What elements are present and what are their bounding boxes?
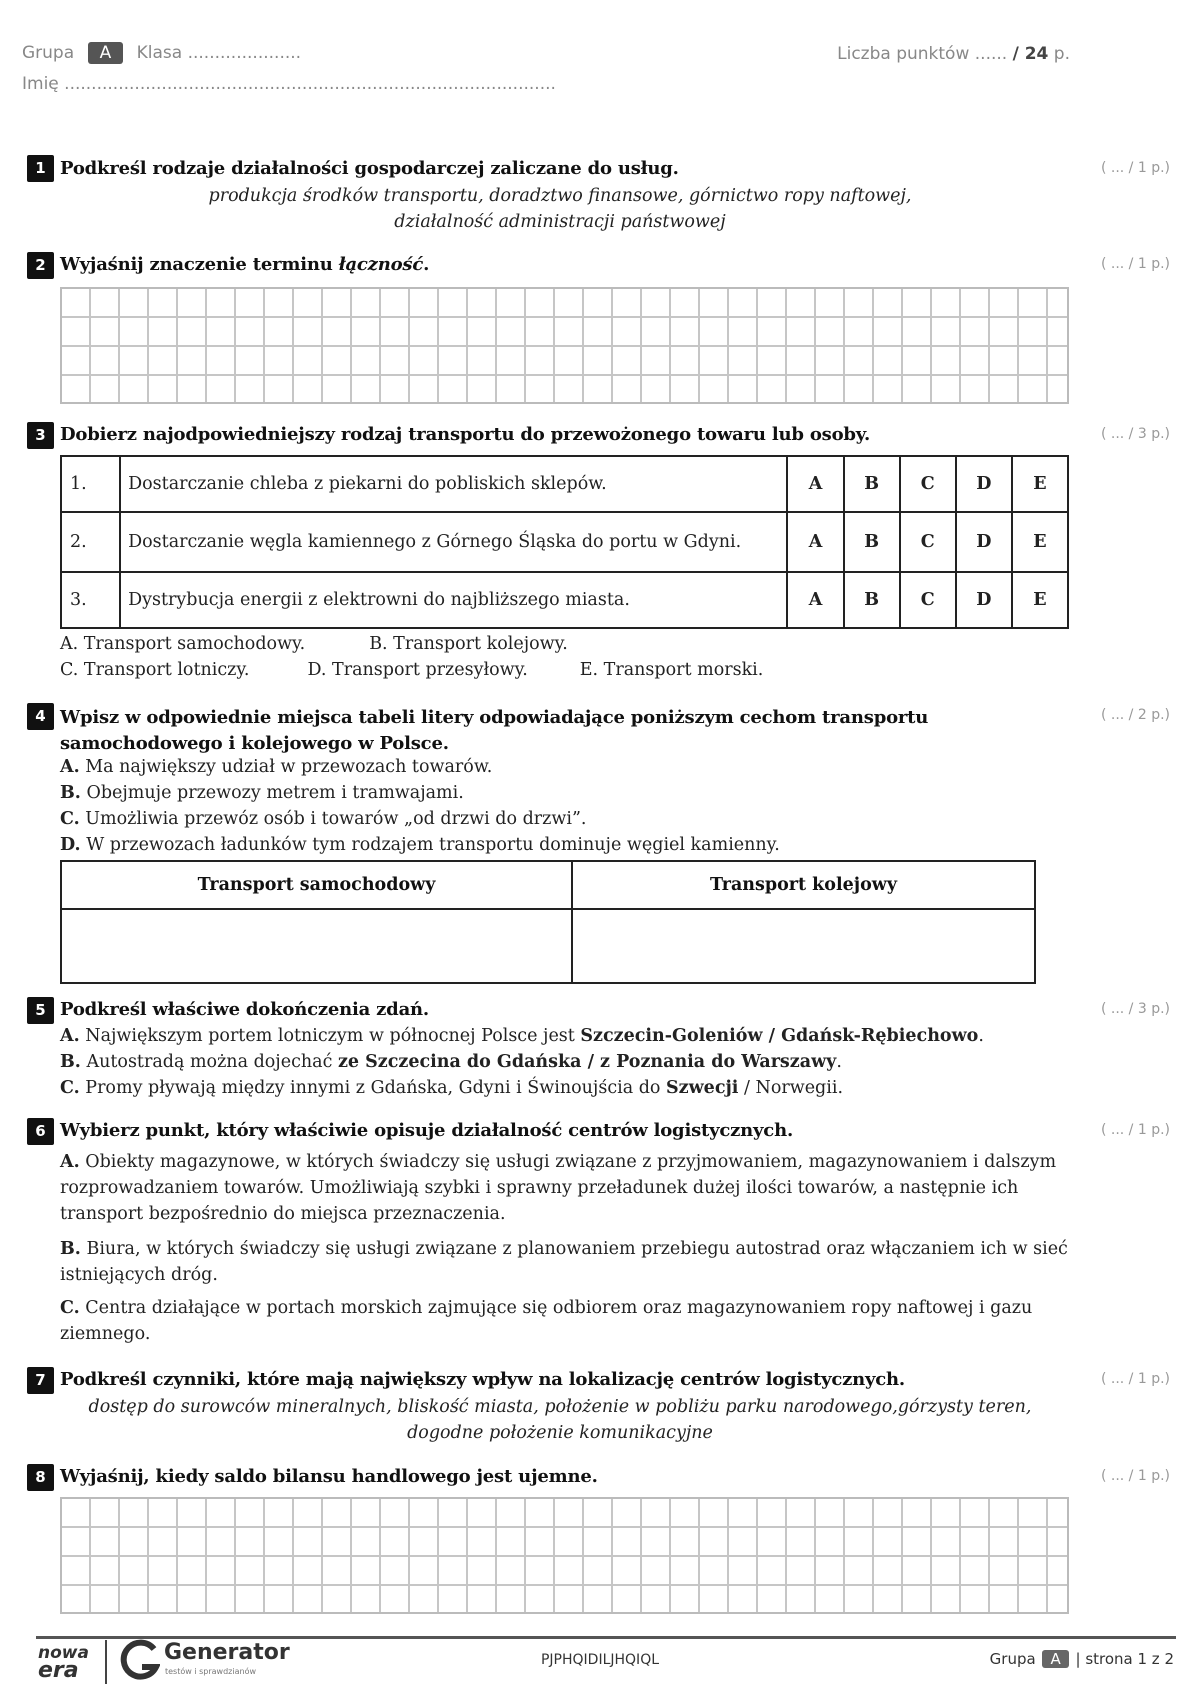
header-group bbox=[22, 42, 301, 64]
options bbox=[60, 183, 1060, 235]
footer-group-badge: A bbox=[1042, 1650, 1068, 1668]
column-header: Transport samochodowy bbox=[61, 861, 572, 909]
options-line[interactable]: działalność administracji państwowej bbox=[394, 212, 726, 232]
answer-cell[interactable] bbox=[572, 909, 1035, 983]
question-number: 7 bbox=[27, 1367, 54, 1394]
question-number: 3 bbox=[27, 422, 54, 449]
question-title: Podkreśl rodzaje działalności gospodarczej zaliczane do usług. bbox=[60, 158, 679, 179]
options-line[interactable]: dostęp do surowców mineralnych, bliskość miasta, położenie w pobliżu parku narodowego,górzysty teren, bbox=[88, 1397, 1032, 1417]
title-suffix: . bbox=[423, 254, 430, 275]
legend-c: C. Transport lotniczy. bbox=[60, 660, 250, 680]
question-points: ( ... / 1 p.) bbox=[1100, 256, 1170, 272]
question-number: 1 bbox=[27, 155, 54, 182]
list-item: B. Obejmuje przewozy metrem i tramwajami. bbox=[60, 783, 464, 803]
row-number: 2. bbox=[61, 512, 120, 572]
question-number: 4 bbox=[27, 703, 54, 730]
question-points: ( ... / 3 p.) bbox=[1100, 426, 1170, 442]
option-c[interactable]: C. Centra działające w portach morskich zajmujące się odbiorem oraz magazynowaniem ropy naftowej i gazu ziemnego. bbox=[60, 1298, 1033, 1344]
name-field[interactable]: Imię ........................................................................................... bbox=[22, 74, 556, 94]
question-title: Wyjaśnij, kiedy saldo bilansu handlowego jest ujemne. bbox=[60, 1466, 598, 1487]
choice-c[interactable]: C bbox=[900, 572, 956, 628]
table-row bbox=[61, 572, 1068, 628]
question-points: ( ... / 1 p.) bbox=[1100, 1468, 1170, 1484]
table-row bbox=[61, 456, 1068, 512]
choice-e[interactable]: E bbox=[1012, 456, 1068, 512]
choice-b[interactable]: B bbox=[844, 512, 900, 572]
row-text: Dostarczanie węgla kamiennego z Górnego Śląska do portu w Gdyni. bbox=[120, 512, 787, 572]
row-text: Dystrybucja energii z elektrowni do najbliższego miasta. bbox=[120, 572, 787, 628]
question-number: 6 bbox=[27, 1118, 54, 1145]
question-title: Podkreśl właściwe dokończenia zdań. bbox=[60, 999, 429, 1020]
table-header bbox=[61, 861, 1035, 909]
options bbox=[60, 1394, 1060, 1446]
answer-cell[interactable] bbox=[61, 909, 572, 983]
group-badge: A bbox=[88, 42, 124, 64]
legend-line bbox=[60, 657, 763, 683]
choice-c[interactable]: C bbox=[900, 456, 956, 512]
choice-d[interactable]: D bbox=[956, 456, 1012, 512]
choice-b[interactable]: B bbox=[844, 572, 900, 628]
document-code: PJPHQIDILJHQIQL bbox=[540, 1652, 660, 1668]
table-row bbox=[61, 512, 1068, 572]
list-item: A. Ma największy udział w przewozach towarów. bbox=[60, 757, 493, 777]
row-text: Dostarczanie chleba z piekarni do pobliskich sklepów. bbox=[120, 456, 787, 512]
row-number: 3. bbox=[61, 572, 120, 628]
title-prefix: Wyjaśnij znaczenie terminu bbox=[60, 254, 333, 275]
column-header: Transport kolejowy bbox=[572, 861, 1035, 909]
choice-a[interactable]: A bbox=[787, 512, 843, 572]
list-item: D. W przewozach ładunków tym rodzajem transportu dominuje węgiel kamienny. bbox=[60, 835, 780, 855]
footer-divider bbox=[36, 1636, 1176, 1639]
question-number: 5 bbox=[27, 997, 54, 1024]
legend-line bbox=[60, 631, 568, 657]
answer-table bbox=[60, 860, 1036, 984]
points-total bbox=[837, 44, 1070, 64]
points-label: Liczba punktów ...... bbox=[837, 44, 1008, 64]
question-title: Podkreśl czynniki, które mają największy wpływ na lokalizację centrów logistycznych. bbox=[60, 1369, 905, 1390]
table-row bbox=[61, 909, 1035, 983]
question-title: Dobierz najodpowiedniejszy rodzaj transportu do przewożonego towaru lub osoby. bbox=[60, 424, 871, 445]
list-item: C. Umożliwia przewóz osób i towarów „od drzwi do drzwi”. bbox=[60, 809, 587, 829]
options-line[interactable]: dogodne położenie komunikacyjne bbox=[407, 1423, 713, 1443]
question-points: ( ... / 1 p.) bbox=[1100, 1122, 1170, 1138]
points-unit: p. bbox=[1053, 44, 1070, 64]
options-line[interactable]: produkcja środków transportu, doradztwo finansowe, górnictwo ropy naftowej, bbox=[208, 186, 912, 206]
sentence: B. Autostradą można dojechać ze Szczecina do Gdańska / z Poznania do Warszawy. bbox=[60, 1052, 842, 1072]
row-number: 1. bbox=[61, 456, 120, 512]
choice-b[interactable]: B bbox=[844, 456, 900, 512]
sentence: C. Promy pływają między innymi z Gdańska, Gdyni i Świnoujścia do Szwecji / Norwegii. bbox=[60, 1078, 844, 1098]
answer-choice[interactable]: Szwecji bbox=[666, 1078, 739, 1098]
question-points: ( ... / 1 p.) bbox=[1100, 160, 1170, 176]
legend-e: E. Transport morski. bbox=[579, 660, 764, 680]
question-points: ( ... / 1 p.) bbox=[1100, 1371, 1170, 1387]
generator-title: Generator bbox=[164, 1640, 290, 1665]
generator-subtitle: testów i sprawdzianów bbox=[165, 1667, 256, 1676]
title-line: samochodowego i kolejowego w Polsce. bbox=[60, 733, 449, 754]
title-term: łączność bbox=[338, 254, 424, 275]
question-title: Wybierz punkt, który właściwie opisuje działalność centrów logistycznych. bbox=[60, 1120, 794, 1141]
class-field[interactable]: Klasa ..................... bbox=[136, 43, 302, 63]
title-line: Wpisz w odpowiednie miejsca tabeli litery odpowiadające poniższym cechom transportu bbox=[60, 707, 929, 728]
choice-d[interactable]: D bbox=[956, 572, 1012, 628]
page-number: | strona 1 z 2 bbox=[1075, 1650, 1174, 1668]
choice-a[interactable]: A bbox=[787, 456, 843, 512]
nowa-era-logo: nowa era bbox=[38, 1643, 89, 1683]
legend-a: A. Transport samochodowy. bbox=[60, 634, 306, 654]
answer-grid[interactable] bbox=[60, 287, 1069, 404]
match-table bbox=[60, 455, 1069, 629]
choice-d[interactable]: D bbox=[956, 512, 1012, 572]
answer-choice[interactable]: ze Szczecina do Gdańska / z Poznania do Warszawy bbox=[337, 1052, 837, 1072]
group-label: Grupa bbox=[22, 43, 75, 63]
legend-b: B. Transport kolejowy. bbox=[369, 634, 568, 654]
sentence: A. Największym portem lotniczym w północnej Polsce jest Szczecin-Goleniów / Gdańsk-Rębiechowo. bbox=[60, 1026, 984, 1046]
choice-e[interactable]: E bbox=[1012, 512, 1068, 572]
answer-choice[interactable]: Szczecin-Goleniów / Gdańsk-Rębiechowo bbox=[580, 1026, 979, 1046]
points-max: / 24 bbox=[1012, 44, 1049, 64]
choice-c[interactable]: C bbox=[900, 512, 956, 572]
question-number: 2 bbox=[27, 252, 54, 279]
question-points: ( ... / 2 p.) bbox=[1100, 707, 1170, 723]
choice-a[interactable]: A bbox=[787, 572, 843, 628]
legend-d: D. Transport przesyłowy. bbox=[307, 660, 528, 680]
question-title bbox=[60, 254, 429, 275]
question-points: ( ... / 3 p.) bbox=[1100, 1001, 1170, 1017]
option-b[interactable]: B. Biura, w których świadczy się usługi związane z planowaniem przebiegu autostrad oraz włączaniem ich w sieć istniejących dróg. bbox=[60, 1239, 1068, 1285]
footer-group-label: Grupa bbox=[989, 1650, 1036, 1668]
question-number: 8 bbox=[27, 1464, 54, 1491]
footer-page-info bbox=[990, 1650, 1174, 1668]
choice-e[interactable]: E bbox=[1012, 572, 1068, 628]
answer-grid[interactable] bbox=[60, 1497, 1069, 1614]
option-a[interactable]: A. Obiekty magazynowe, w których świadczy się usługi związane z przyjmowaniem, magazynowaniem i dalszym rozprowadzaniem towarów. Umożliwiają szybki i sprawny przeładunek dużej ilości towarów, a następnie ich transport bezpośrednio do miejsca przeznaczenia. bbox=[60, 1152, 1057, 1224]
question-title bbox=[60, 705, 928, 757]
